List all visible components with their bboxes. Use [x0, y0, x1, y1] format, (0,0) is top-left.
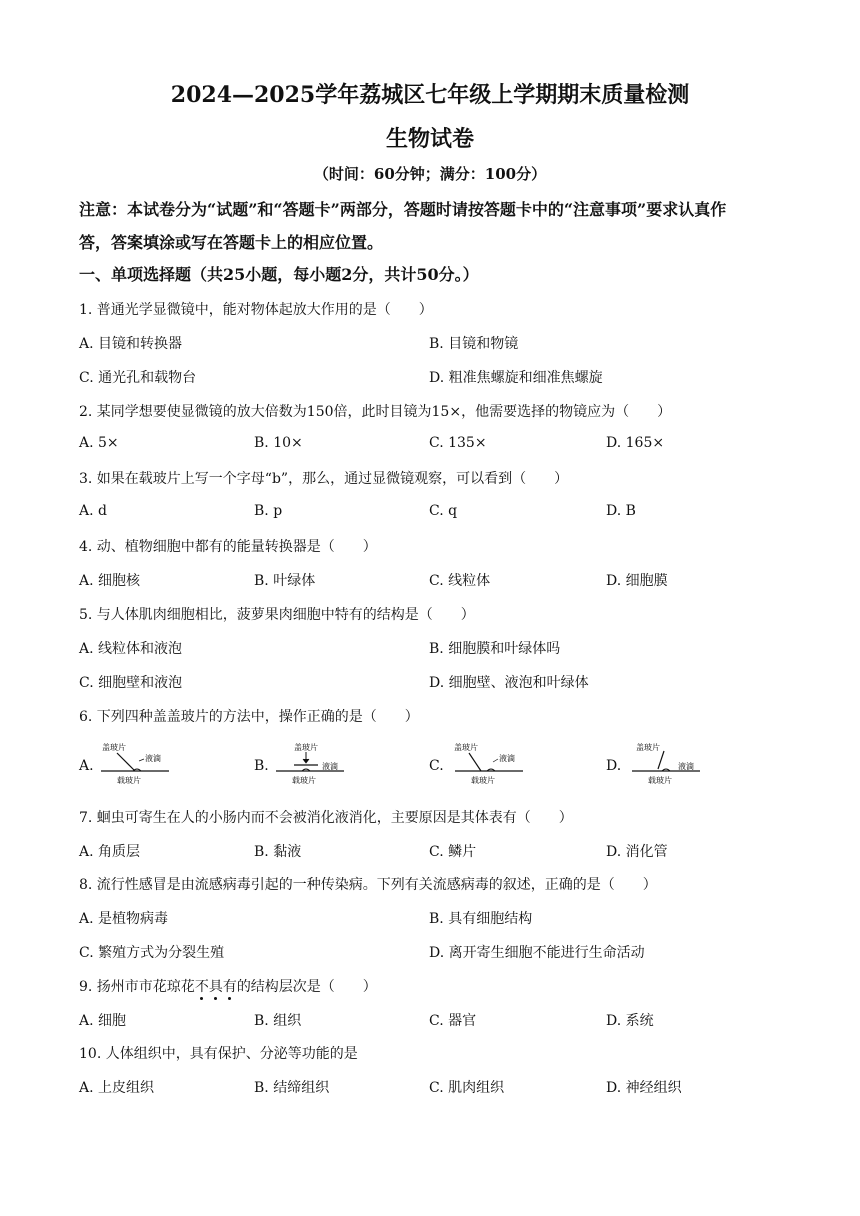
- coverslip-figure-d: [628, 741, 708, 787]
- option-a: A.: [79, 758, 94, 774]
- figure-label-slide: 载玻片: [117, 776, 141, 785]
- question-stem: 4. 动、植物细胞中都有的能量转换器是（ ）: [79, 539, 377, 555]
- figure-label-drop: 液滴: [678, 762, 694, 771]
- option-b: B. 目镜和物镜: [429, 336, 519, 352]
- option-a: A. d: [79, 503, 107, 519]
- figure-label-drop: 液滴: [145, 754, 161, 763]
- option-d: D.: [606, 758, 622, 774]
- section-title: 一、单项选择题（共25小题，每小题2分，共计50分。）: [79, 265, 479, 284]
- coverslip-line: [658, 751, 664, 769]
- coverslip-line: [469, 753, 481, 771]
- question-stem: 7. 蛔虫可寄生在人的小肠内而不会被消化液消化，主要原因是其体表有（ ）: [79, 810, 573, 826]
- figure-label-cover: 盖玻片: [294, 743, 318, 752]
- option-d: D. 细胞壁、液泡和叶绿体: [429, 675, 589, 691]
- option-a: A. 细胞核: [79, 573, 141, 589]
- option-d: D. 离开寄生细胞不能进行生命活动: [429, 945, 645, 961]
- exam-title: 2024—2025学年荔城区七年级上学期期末质量检测: [170, 82, 690, 108]
- option-a: A. 线粒体和液泡: [79, 641, 183, 657]
- option-b: B. 黏液: [254, 844, 302, 860]
- coverslip-figure-b: [272, 741, 352, 787]
- option-d: D. 系统: [606, 1013, 654, 1029]
- option-b: B. 组织: [254, 1013, 302, 1029]
- option-a: A. 是植物病毒: [79, 911, 169, 927]
- option-d: D. B: [606, 503, 636, 519]
- figure-label-drop: 液滴: [499, 754, 515, 763]
- option-c: C. 135×: [429, 435, 487, 451]
- notice-line-1: 注意：本试卷分为“试题”和“答题卡”两部分，答题时请按答题卡中的“注意事项”要求认真作: [79, 200, 727, 219]
- option-c: C. 线粒体: [429, 573, 491, 589]
- option-b: B. 具有细胞结构: [429, 911, 533, 927]
- option-d: D. 粗准焦螺旋和细准焦螺旋: [429, 370, 603, 386]
- figure-label-slide: 载玻片: [471, 776, 495, 785]
- option-c: C. 鳞片: [429, 844, 477, 860]
- option-c: C. 细胞壁和液泡: [79, 675, 183, 691]
- subject-title: 生物试卷: [385, 126, 474, 152]
- option-b: B. 叶绿体: [254, 573, 316, 589]
- option-c: C. 通光孔和载物台: [79, 370, 197, 386]
- option-a: A. 5×: [79, 435, 119, 451]
- option-a: A. 角质层: [79, 844, 141, 860]
- arrow-down-icon: [303, 759, 309, 763]
- figure-label-cover: 盖玻片: [454, 743, 478, 752]
- question-stem: 3. 如果在载玻片上写一个字母“b”，那么，通过显微镜观察，可以看到（ ）: [79, 471, 569, 487]
- coverslip-line: [117, 753, 135, 771]
- question-stem: 1. 普通光学显微镜中，能对物体起放大作用的是（ ）: [79, 302, 433, 318]
- option-d: D. 消化管: [606, 844, 668, 860]
- option-c: C.: [429, 758, 444, 774]
- option-d: D. 165×: [606, 435, 665, 451]
- emphasis-char: 不: [194, 979, 209, 995]
- option-a: A. 目镜和转换器: [79, 336, 183, 352]
- question-stem: 6. 下列四种盖盖玻片的方法中，操作正确的是（ ）: [79, 709, 419, 725]
- question-stem: [79, 976, 377, 996]
- figure-label-slide: 载玻片: [292, 776, 316, 785]
- coverslip-figure-a: [97, 741, 177, 787]
- option-b: B.: [254, 758, 269, 774]
- stem-text: 9. 扬州市市花琼花: [79, 979, 195, 995]
- option-a: A. 上皮组织: [79, 1080, 155, 1096]
- question-stem: 10. 人体组织中，具有保护、分泌等功能的是: [79, 1046, 358, 1062]
- option-b: B. 10×: [254, 435, 303, 451]
- question-stem: 5. 与人体肌肉细胞相比，菠萝果肉细胞中特有的结构是（ ）: [79, 607, 475, 623]
- option-c: C. 肌肉组织: [429, 1080, 505, 1096]
- option-d: D. 神经组织: [606, 1080, 682, 1096]
- figure-label-cover: 盖玻片: [102, 743, 126, 752]
- option-b: B. p: [254, 503, 283, 519]
- figure-label-drop: 液滴: [322, 762, 338, 771]
- figure-label-cover: 盖玻片: [636, 743, 660, 752]
- option-c: C. 器官: [429, 1013, 477, 1029]
- option-c: C. q: [429, 503, 458, 519]
- option-b: B. 细胞膜和叶绿体吗: [429, 641, 561, 657]
- option-a: A. 细胞: [79, 1013, 127, 1029]
- option-c: C. 繁殖方式为分裂生殖: [79, 945, 225, 961]
- question-stem: 2. 某同学想要使显微镜的放大倍数为150倍，此时目镜为15×，他需要选择的物镜应为（ ）: [79, 404, 672, 420]
- exam-meta: （时间：60分钟；满分：100分）: [313, 165, 547, 183]
- coverslip-figure-c: [451, 741, 531, 787]
- question-stem: 8. 流行性感冒是由流感病毒引起的一种传染病。下列有关流感病毒的叙述，正确的是（ ）: [79, 877, 657, 893]
- emphasis-char: 有: [222, 979, 237, 995]
- option-d: D. 细胞膜: [606, 573, 668, 589]
- notice-line-2: 答，答案填涂或写在答题卡上的相应位置。: [79, 233, 384, 252]
- option-b: B. 结缔组织: [254, 1080, 330, 1096]
- emphasis-char: 具: [208, 979, 223, 995]
- stem-text: 的结构层次是（ ）: [236, 979, 377, 995]
- figure-label-slide: 载玻片: [648, 776, 672, 785]
